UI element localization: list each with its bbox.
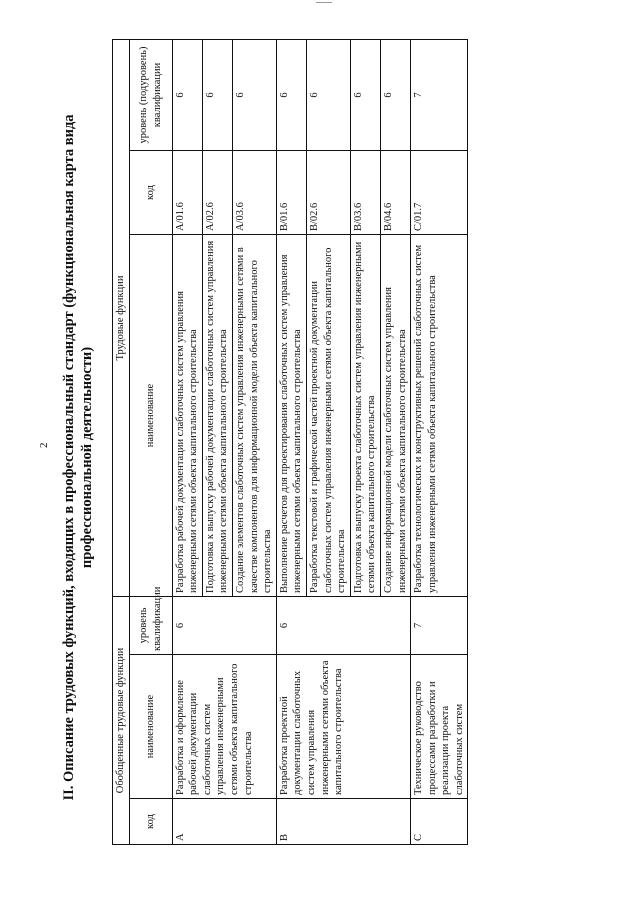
- function-level: 6: [276, 39, 306, 150]
- function-level: 6: [202, 39, 232, 150]
- group-code: A: [172, 799, 276, 845]
- function-code: B/01.6: [276, 151, 306, 235]
- function-name: Разработка технологических и конструктивных решений слаботочных систем управления инженерными сетями объекта капитального строительства: [411, 235, 468, 597]
- function-code: A/03.6: [232, 151, 276, 235]
- function-name-header: наименование: [129, 235, 172, 597]
- sublevel-header: уровень (подуровень) квалификации: [129, 39, 172, 150]
- name-header: наименование: [129, 655, 172, 799]
- header-row-top: [113, 39, 130, 844]
- group-code: C: [411, 799, 468, 845]
- function-level: 7: [411, 39, 468, 150]
- group-code: B: [276, 799, 410, 845]
- function-name: Разработка рабочей документации слаботочных систем управления инженерными сетями объекта капитального строительства: [172, 235, 202, 597]
- heading-line-1: II. Описание трудовых функций, входящих в профессиональный стандарт (функциональная карта вида: [61, 114, 77, 801]
- function-code: B/04.6: [380, 151, 410, 235]
- function-code: A/02.6: [202, 151, 232, 235]
- function-code-header: код: [129, 151, 172, 235]
- page-number: 2: [38, 442, 50, 448]
- function-name: Создание информационной модели слаботочных систем управления инженерными сетями объекта капитального строительства: [380, 235, 410, 597]
- group-name: Разработка проектной документации слаботочных систем управления инженерными сетями объекта капитального строительства: [276, 655, 410, 799]
- function-code: B/02.6: [306, 151, 350, 235]
- function-level: 6: [232, 39, 276, 150]
- code-header: код: [129, 799, 172, 845]
- group-name: Техническое руководство процессами разработки и реализации проекта слаботочных систем: [411, 655, 468, 799]
- labor-functions-header: Трудовые функции: [113, 39, 130, 596]
- header-row-sub: [129, 39, 172, 844]
- heading-line-2: профессиональной деятельности): [79, 346, 95, 569]
- table-row: [276, 39, 306, 844]
- generalized-functions-header: Обобщенные трудовые функции: [113, 597, 130, 845]
- function-code: B/03.6: [350, 151, 380, 235]
- function-name: Подготовка к выпуску проекта слаботочных систем управления инженерными сетями объекта капитального строительства: [350, 235, 380, 597]
- function-name: Подготовка к выпуску рабочей документации слаботочных систем управления инженерными сетями объекта капитального строительства: [202, 235, 232, 597]
- group-level: 6: [172, 597, 276, 655]
- group-level: 7: [411, 597, 468, 655]
- table-row: [411, 39, 468, 844]
- table-row: [172, 39, 202, 844]
- function-level: 6: [306, 39, 350, 150]
- group-level: 6: [276, 597, 410, 655]
- function-level: 6: [350, 39, 380, 150]
- level-header: уровень квалификации: [129, 597, 172, 655]
- function-name: Разработка текстовой и графической частей проектной документации слаботочных систем управления инженерными сетями объекта капитального строительства: [306, 235, 350, 597]
- function-code: C/01.7: [411, 151, 468, 235]
- function-name: Создание элементов слаботочных систем управления инженерными сетями в качестве компонентов для информационной модели объекта капитального строительства: [232, 235, 276, 597]
- section-heading: [60, 30, 96, 885]
- function-code: A/01.6: [172, 151, 202, 235]
- function-level: 6: [380, 39, 410, 150]
- functions-table: [112, 39, 468, 845]
- group-name: Разработка и оформление рабочей документации слаботочных систем управления инженерными сетями объекта капитального строительства: [172, 655, 276, 799]
- function-level: 6: [172, 39, 202, 150]
- function-name: Выполнение расчетов для проектирования слаботочных систем управления инженерными сетями объекта капитального строительства: [276, 235, 306, 597]
